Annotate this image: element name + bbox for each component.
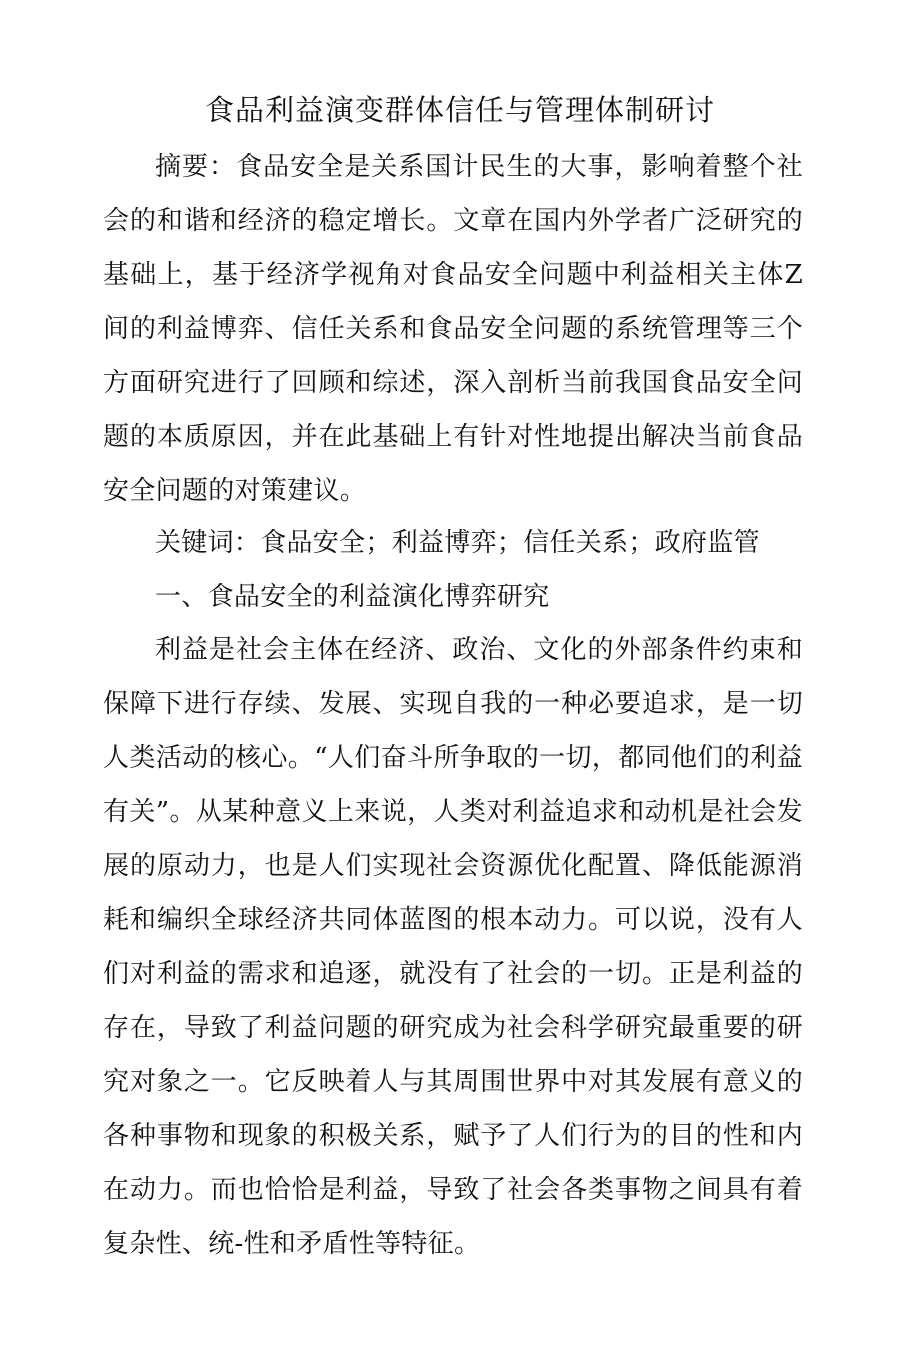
document-title: 食品利益演变群体信任与管理体制研讨	[204, 93, 715, 127]
keywords-line: 关键词：食品安全；利益博弈；信任关系；政府监管	[155, 528, 760, 558]
section-heading: 一、食品安全的利益演化博弈研究	[155, 582, 550, 612]
abstract-paragraph: 摘要：食品安全是关系国计民生的大事，影响着整个社会的和谐和经济的稳定增长。文章在国内外学者广泛研究的基础上，基于经济学视角对食品安全问题中利益相关主体Z间的利益博弈、信任关系和食品安全问题的系统管理等三个方面研究进行了回顾和综述，深入剖析当前我国食品安全问题的本质原因，并在此基础上有针对性地提出解决当前食品安全问题的对策建议。	[103, 152, 803, 506]
body-paragraph: 利益是社会主体在经济、政治、文化的外部条件约束和保障下进行存续、发展、实现自我的一种必要追求，是一切人类活动的核心。“人们奋斗所争取的一切，都同他们的利益有关”。从某种意义上来说，人类对利益追求和动机是社会发展的原动力，也是人们实现社会资源优化配置、降低能源消耗和编织全球经济共同体蓝图的根本动力。可以说，没有人们对利益的需求和追逐，就没有了社会的一切。正是利益的存在，导致了利益问题的研究成为社会科学研究最重要的研究对象之一。它反映着人与其周围世界中对其发展有意义的各种事物和现象的积极关系，赋予了人们行为的目的性和内在动力。而也恰恰是利益，导致了社会各类事物之间具有着复杂性、统-性和矛盾性等特征。	[103, 635, 803, 1259]
